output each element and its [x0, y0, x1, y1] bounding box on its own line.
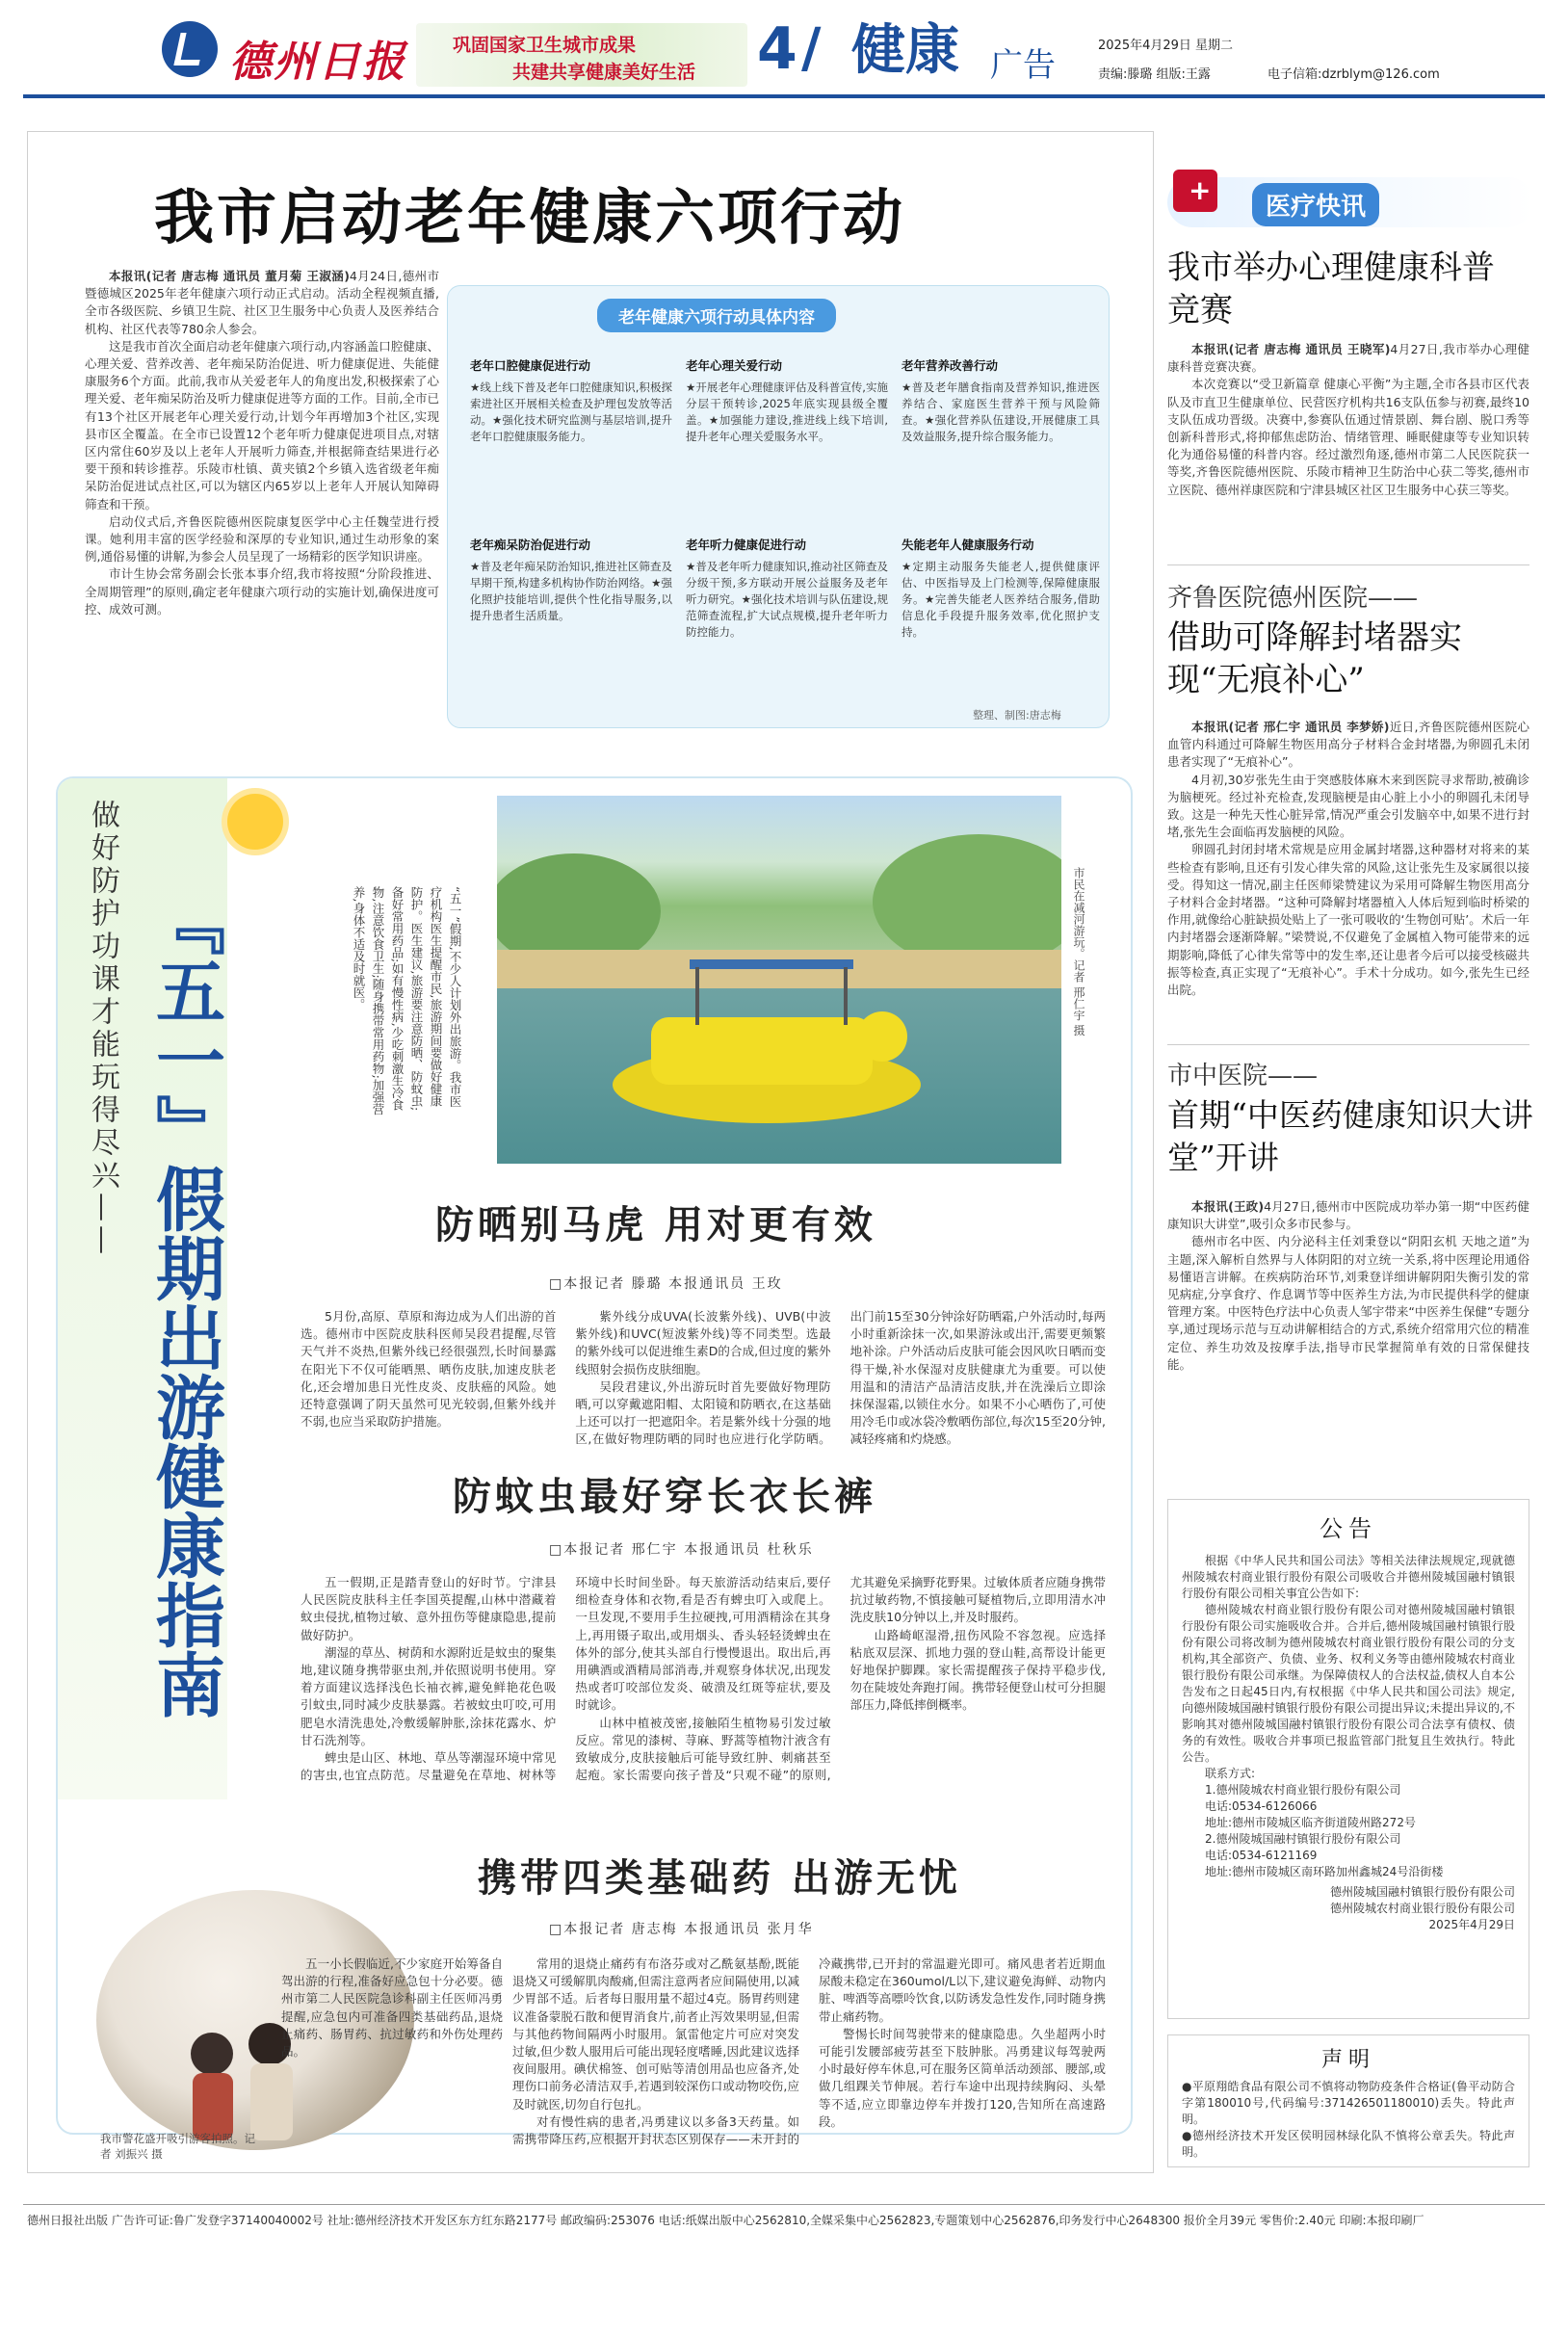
- medkit-cross-icon: +: [1189, 174, 1212, 206]
- infobox-item-text: ★普及老年听力健康知识,推动社区筛查及分级干预,多方联动开展公益服务及老年听力研究。★强化技术培训与队伍建设,规范筛查流程,扩大试点规模,提升老年听力防控能力。: [686, 560, 888, 639]
- lead-title: 我市启动老年健康六项行动: [154, 182, 906, 252]
- section-name: 健康: [851, 19, 959, 82]
- article2-body: [301, 1574, 1106, 1815]
- notice-date: 2025年4月29日: [1428, 1918, 1515, 1931]
- holiday-title-wuyi: 五一: [144, 956, 226, 1094]
- medical-item2-paragraph-3: 卵圆孔封闭封堵术常规是应用金属封堵器,这种器材对将来的某些检查有影响,且还有引发心律失常的风险,这让张先生及家属很以接受。得知这一情况,副主任医师梁赞建议为采用可降解生物医用高分子材料合金封堵器。“这种可降解封堵器植入人体后短到临时桥梁的作用,就像给心脏缺损处贴上了一张可吸收的‘生物创可贴’。术后一年内封堵器会逐渐降解。”梁赞说,不仅避免了金属植入物可能带来的远期影响,降低了心律失常等中的发生率,还让患者今后可以接受核磁共振等检查,真正实现了“无痕补心”。手术十分成功。如今,张先生已经出院。: [1167, 842, 1529, 998]
- infobox-item-title: 老年营养改善行动: [902, 358, 999, 373]
- holiday-title-quote-close: 』: [144, 1094, 226, 1164]
- infobox-item-title: 老年心理关爱行动: [686, 358, 783, 373]
- photo-boat: [497, 796, 1061, 1164]
- holiday-side-title: 做好防护功课才能玩得尽兴——: [86, 800, 119, 1258]
- declaration-box: [1167, 2034, 1529, 2167]
- medical-item3-title: 首期“中医药健康知识大讲堂”开讲: [1167, 1096, 1533, 1176]
- infobox-item-3: [902, 356, 1100, 445]
- medical-item1-title: 我市举办心理健康科普竞赛: [1167, 249, 1495, 329]
- notice-paragraph-2: 德州陵城农村商业银行股份有限公司对德州陵城国融村镇银行股份有限公司实施吸收合并。合并后,德州陵城国融村镇银行股份有限公司将改制为德州陵城农村商业银行股份有限公司的分支机构,其全部资产、负债、业务、权利义务等由德州陵城农村商业银行股份有限公司承继。为保障债权人的合法权益,债权人自本公告发布之日起45日内,有权根据《中华人民共和国公司法》规定,向德州陵城国融村镇银行股份有限公司提出异议;未提出异议的,不影响其对德州陵城国融村镇银行股份有限公司合法享有债权、债务的有效性。吸收合并事项已报监管部门批复且生效执行。特此公告。: [1182, 1603, 1515, 1764]
- article1-title: 防晒别马虎 用对更有效: [435, 1202, 876, 1247]
- article1-paragraph-3: 吴段君建议,外出游玩时首先要做好物理防晒,可以穿戴遮阳帽、太阳镜和防晒衣,在这基础上还可以打一把遮阳伞。若是紫外线十分强的地区,在做好物理防晒的同时也应进行化学防晒。出门前15至30分钟涂好防晒霜,户外活动时,每两小时重新涂抹一次,如果游泳或出汗,需要更频繁地补涂。户外活动后皮肤可能会因风吹日晒而变得干燥,补水保湿对皮肤健康尤为重要。可以使用温和的清洁产品清洁皮肤,并在洗澡后立即涂抹保湿霜,以锁住水分。如果不小心晒伤了,可使用冷毛巾或冰袋冷敷晒伤部位,每次15至20分钟,减轻疼痛和灼烧感。: [575, 1309, 1106, 1447]
- notice-paragraph-1: 根据《中华人民共和国公司法》等相关法律法规规定,现就德州陵城农村商业银行股份有限公司吸收合并德州陵城国融村镇银行股份有限公司相关事宜公告如下:: [1182, 1554, 1515, 1600]
- holiday-title-rest: 假期出游健康指南: [144, 1164, 226, 1719]
- declaration-title: 声明: [1320, 2048, 1375, 2072]
- banner-line2: 共建共享健康美好生活: [512, 62, 696, 83]
- notice-contact-label: 联系方式:: [1205, 1767, 1256, 1780]
- footer-text: 德州日报社出版 广告许可证:鲁广发登字37140040002号 社址:德州经济技术开发区东方红东路2177号 邮政编码:253076 电话:纸媒出版中心2562810,全媒采集中心2562823,专题策划中心2562876,印务发行中心2648300 报价全月39元 零售价:2.40元 印刷:本报印刷厂: [27, 2214, 1424, 2227]
- notice-title: 公告: [1320, 1515, 1377, 1542]
- notice-contact-2: 电话:0534-6126066: [1205, 1799, 1318, 1813]
- medical-column-label: 医疗快讯: [1252, 183, 1379, 226]
- masthead-title: 德州日报: [229, 38, 406, 87]
- declaration-item-2: ●德州经济技术开发区侯明园林绿化队不慎将公章丢失。特此声明。: [1182, 2129, 1515, 2159]
- medical-item2-title: 借助可降解封堵器实现“无痕补心”: [1167, 618, 1462, 699]
- infobox-item-4: [470, 536, 672, 624]
- infobox-title: 老年健康六项行动具体内容: [597, 299, 836, 332]
- medical-item3-byline: 本报讯(王政): [1191, 1199, 1265, 1214]
- notice-contact-4: 2.德州陵城国融村镇银行股份有限公司: [1205, 1832, 1401, 1846]
- article2-byline: □本报记者 邢仁宇 本报通讯员 杜秋乐: [549, 1542, 814, 1558]
- notice-contact-3: 地址:德州市陵城区临齐街道陵州路272号: [1205, 1816, 1416, 1829]
- photo-boat-caption: 市民在减河游玩。记者 邢仁宇 摄: [1072, 867, 1085, 1037]
- header: [0, 0, 1568, 106]
- infobox-item-text: ★定期主动服务失能老人,提供健康评估、中医指导及上门检测等,保障健康服务。★完善失能老人医养结合服务,借助信息化手段提升服务效率,优化照护支持。: [902, 560, 1100, 639]
- footer-rule: [23, 2204, 1545, 2205]
- infobox-item-title: 失能老年人健康服务行动: [902, 538, 1034, 552]
- medical-item3-paragraph-1: 4月27日,德州市中医院成功举办第一期“中医药健康知识大讲堂”,吸引众多市民参与。: [1167, 1199, 1529, 1232]
- header-date: 2025年4月29日 星期二: [1098, 39, 1234, 53]
- article2-paragraph-3: 蜱虫是山区、林地、草丛等潮湿环境中常见的害虫,也宜点防范。尽量避免在草地、树林等环境中长时间坐卧。每天旅游活动结束后,要仔细检查身体和衣物,看是否有蜱虫叮入或爬上。一旦发现,不要用手生拉硬拽,可用酒精涂在其身上,再用镊子取出,或用烟头、香头轻轻烫蜱虫在体外的部分,使其头部自行慢慢退出。取出后,再用碘酒或酒精局部消毒,并观察身体状况,出现发热或者叮咬部位发炎、破溃及红斑等症状,要及时就诊。: [301, 1575, 831, 1783]
- article2-paragraph-5: 山路崎岖湿滑,扭伤风险不容忽视。应选择粘底双层深、抓地力强的登山鞋,高帮设计能更好地保护脚踝。家长需提醒孩子保持平稳步伐,勿在陡坡处奔跑打闹。携带轻便登山杖可分担腿部压力,降低摔倒概率。: [849, 1627, 1106, 1713]
- article3-paragraph-1: 五一小长假临近,不少家庭开始筹备自驾出游的行程,准备好应急包十分必要。德州市第二人民医院急诊科副主任医师冯勇提醒,应急包内可准备四类基础药品,退烧止痛药、肠胃药、抗过敏药和外伤处理药品。: [281, 1956, 503, 2060]
- header-email: 电子信箱:dzrblym@126.com: [1267, 67, 1440, 82]
- article3-byline: □本报记者 唐志梅 本报通讯员 张月华: [549, 1922, 814, 1937]
- article1-paragraph-2: 紫外线分成UVA(长波紫外线)、UVB(中波紫外线)和UVC(短波紫外线)等不同类型。选最的紫外线可以促进维生素D的合成,但过度的紫外线照射会损伤皮肤细胞。: [575, 1309, 831, 1377]
- infobox-item-text: ★开展老年心理健康评估及科普宣传,实施分层干预转诊,2025年底实现县级全覆盖。★加强能力建设,推进线上线下培训,提升老年心理关爱服务水平。: [686, 381, 888, 443]
- medical-item1-paragraph-2: 本次竞赛以“受卫新篇章 健康心平衡”为主题,全市各县市区代表队及市直卫生健康单位、民营医疗机构共16支队伍参与初赛,最终10支队伍成功晋级。决赛中,参赛队伍通过情景剧、舞台剧、脱口秀等创新科普形式,将抑郁焦虑防治、情绪管理、睡眠健康等专业知识转化为通俗易懂的科普内容。经过激烈角逐,德州市第二人民医院获一等奖,齐鲁医院德州医院、乐陵市精神卫生防治中心获二等奖,德州市立医院、德州祥康医院和宁津县城区社区卫生服务中心获三等奖。: [1167, 377, 1529, 497]
- infobox-item-1: [470, 356, 672, 445]
- article3-paragraph-4: 警惕长时间驾驶带来的健康隐患。久坐超两小时可能引发腰部疲劳甚至下肢肿胀。冯勇建议每驾驶两小时最好停车休息,可在服务区简单活动颈部、腰部,或做几组踝关节伸展。若行车途中出现持续胸闷、头晕等不适,应立即靠边停车并拨打120,告知所在高速路段。: [819, 2026, 1106, 2129]
- holiday-title-quote-open: 『: [144, 886, 226, 956]
- medical-item1-byline: 本报讯(记者 唐志梅 通讯员 王晓军): [1191, 342, 1391, 356]
- article3-paragraph-3: 对有慢性病的患者,冯勇建议以多备3天药量。如需携带降压药,应根据开封状态区别保存——未开封的冷藏携带,已开封的常温避光即可。痛风患者若近期血尿酸未稳定在360umol/L以下,建议避免海鲜、动物内脏、啤酒等高嘌呤饮食,以防诱发急性发作,同时随身携带止痛药物。: [512, 1956, 1106, 2147]
- lead-body: [85, 268, 439, 618]
- notice-body: [1182, 1553, 1515, 1933]
- medical-item2-body: [1167, 719, 1529, 999]
- medical-item1-paragraph-1: 4月27日,我市举办心理健康科普竞赛决赛。: [1167, 342, 1529, 375]
- article3-body: [512, 1955, 1106, 2169]
- article2-paragraph-2: 潮湿的草丛、树荫和水源附近是蚊虫的聚集地,建议随身携带驱虫剂,并依照说明书使用。穿着方面建议选择浅色长袖衣裤,避免鲜艳花色吸引蚊虫,同时减少皮肤暴露。若被蚊虫叮咬,可用肥皂水清洗患处,冷敷缓解肿胀,涂抹花露水、炉甘石洗剂等。: [301, 1644, 557, 1747]
- infobox-item-text: ★普及老年痴呆防治知识,推进社区筛查及早期干预,构建多机构协作防治网络。★强化照护技能培训,提供个性化指导服务,以提升患者生活质量。: [470, 560, 672, 622]
- medical-item2-paragraph-2: 4月初,30岁张先生由于突感肢体麻木来到医院寻求帮助,被确诊为脑梗死。经过补充检查,发现脑梗是由心脏上小小的卵圆孔未闭导致。这是一种先天性心脏异常,情况严重会引发脑卒中,如果不进行封堵,张先生会面临再发脑梗的风险。: [1167, 772, 1529, 840]
- declaration-item-1: ●平原翔皓食品有限公司不慎将动物防疫条件合格证(鲁平动防合字第180010号,代码编号:371426501180010)丢失。特此声明。: [1182, 2080, 1515, 2126]
- medical-item3-body: [1167, 1198, 1529, 1374]
- holiday-big-title: [144, 886, 225, 1792]
- article1-paragraph-1: 5月份,高原、草原和海边成为人们出游的首选。德州市中医院皮肤科医师吴段君提醒,尽管天气并不炎热,但紫外线已经很强烈,长时间暴露在阳光下不仅可能晒黑、晒伤皮肤,加速皮肤老化,还会增加患日光性皮炎、皮肤癌的风险。她还特意强调了阴天虽然可见光较弱,但紫外线并不弱,也应当采取防护措施。: [301, 1309, 557, 1430]
- infobox-item-5: [686, 536, 888, 641]
- infobox-item-2: [686, 356, 888, 445]
- banner-line1: 巩固国家卫生城市成果: [453, 35, 637, 56]
- article1-byline: □本报记者 滕璐 本报通讯员 王玫: [549, 1276, 783, 1292]
- infobox-item-text: ★线上线下普及老年口腔健康知识,积极探索进社区开展相关检查及护理包发放等活动。★强化技术研究监测与基层培训,提升老年口腔健康服务能力。: [470, 381, 672, 443]
- lead-paragraph-2: 这是我市首次全面启动老年健康六项行动,内容涵盖口腔健康、心理关爱、营养改善、老年痴呆防治促进、听力健康促进、失能健康服务6个方面。此前,我市从关爱老年人的角度出发,积极探索了心理关爱、老年痴呆防治及听力健康促进等方面的工作。目前,全市已有13个社区开展老年心理关爱行动,计划今年再增加3个社区,实现县市区全覆盖。在全市已设置12个老年听力健康促进项目点,对辖区内常住60岁及以上老年人开展听力筛查,并根据筛查结果进行必要干预和转诊推荐。乐陵市杜镇、黄夹镇2个乡镇入选省级老年痴呆防治促进试点社区,可以为辖区内65岁以上老年人开展认知障碍筛查和干预。: [85, 338, 439, 512]
- divider: [1167, 1044, 1529, 1045]
- infobox-item-title: 老年口腔健康促进行动: [470, 358, 591, 373]
- medical-item3-paragraph-2: 德州市名中医、内分泌科主任刘秉登以“阴阳玄机 天地之道”为主题,深入解析自然界与人体阴阳的对立统一关系,将中医理论用通俗易懂语言讲解。在疾病防治环节,刘秉登详细讲解阴阳失衡引发的常见病症,分享食疗、作息调节等中医养生方法,为市民提供科学的健康管理方案。中医特色疗法中心负责人邹宇带来“中医养生保健”专题分享,通过现场示范与互动讲解相结合的方式,系统介绍常用穴位的精准定位、养生功效及按摩手法,指导市民掌握简单有效的日常保健技能。: [1167, 1234, 1529, 1372]
- page-number: 4: [757, 15, 797, 83]
- medical-item2-kicker: 齐鲁医院德州医院——: [1167, 584, 1419, 613]
- infobox-item-title: 老年听力健康促进行动: [686, 538, 807, 552]
- header-editor: 责编:滕璐 组版:王露: [1098, 67, 1211, 82]
- lead-byline: 本报讯(记者 唐志梅 通讯员 董月菊 王淑涵): [109, 269, 350, 283]
- notice-box: [1167, 1499, 1529, 2019]
- page-slash: /: [801, 17, 822, 80]
- lead-paragraph-1: 4月24日,德州市暨德城区2025年老年健康六项行动正式启动。活动全程视频直播,全市各级医院、乡镇卫生院、社区卫生服务中心负责人及医养结合机构、社区代表等780余人参会。: [85, 269, 439, 336]
- infobox: [447, 285, 1110, 728]
- medical-item3-kicker: 市中医院——: [1167, 1062, 1319, 1090]
- infobox-item-text: ★普及老年膳食指南及营养知识,推进医养结合、家庭医生营养干预与风险筛查。★强化营养队伍建设,开展健康工具及效益服务,提升综合服务能力。: [902, 381, 1100, 443]
- notice-signature-2: 德州陵城农村商业银行股份有限公司: [1329, 1902, 1515, 1915]
- article2-title: 防蚊虫最好穿长衣长裤: [453, 1474, 876, 1519]
- notice-contact-5: 电话:0534-6121169: [1205, 1849, 1318, 1862]
- notice-contact-1: 1.德州陵城农村商业银行股份有限公司: [1205, 1783, 1401, 1797]
- notice-signature-1: 德州陵城国融村镇银行股份有限公司: [1329, 1885, 1515, 1899]
- notice-contact-6: 地址:德州市陵城区南环路加州鑫城24号沿街楼: [1205, 1865, 1444, 1878]
- article2-paragraph-1: 五一假期,正是踏青登山的好时节。宁津县人民医院皮肤科主任李国英提醒,山林中潜藏着蚊虫侵扰,植物过敏、意外扭伤等健康隐患,提前做好防护。: [301, 1575, 557, 1642]
- article3-body-col1: [281, 1955, 503, 2169]
- divider: [1167, 564, 1529, 565]
- lead-paragraph-4: 市计生协会常务副会长张本事介绍,我市将按照“分阶段推进、全周期管理”的原则,确定老年健康六项行动的实施计划,确保进度可控、成效可测。: [85, 566, 439, 617]
- holiday-intro: “五一”假期,不少人计划外出旅游。我市医疗机构医生提醒市民,旅游期间要做好健康防护。医生建议,旅游要注意防晒、防蚊虫;备好常用药品;如有慢性病,少吃刺激生冷食物,注意饮食卫生;随身携带常用药物;加强营养,身体不适及时就医。: [352, 886, 462, 1116]
- article3-title: 携带四类基础药 出游无忧: [478, 1855, 961, 1901]
- infobox-item-title: 老年痴呆防治促进行动: [470, 538, 591, 552]
- medical-item1-body: [1167, 341, 1529, 499]
- section-tag: 广告: [990, 46, 1056, 85]
- lead-paragraph-3: 启动仪式后,齐鲁医院德州医院康复医学中心主任魏莹进行授课。她利用丰富的医学经验和深厚的专业知识,通过生动形象的案例,通俗易懂的讲解,为参会人员呈现了一场精彩的医学知识讲座。: [85, 513, 439, 564]
- photo-boat-art: [497, 796, 1061, 1164]
- medical-item2-byline: 本报讯(记者 邢仁宇 通讯员 李梦娇): [1191, 720, 1390, 734]
- infobox-item-6: [902, 536, 1100, 641]
- article2-paragraph-4: 山林中植被茂密,接触陌生植物易引发过敏反应。常见的漆树、荨麻、野蒿等植物汁液含有致敏成分,皮肤接触后可能导致红肿、刺痛甚至起疱。家长需要向孩子普及“只观不碰”的原则,尤其避免采摘野花野果。过敏体质者应随身携带抗过敏药物,不慎接触可疑植物后,立即用清水冲洗皮肤10分钟以上,并及时服药。: [575, 1575, 1106, 1783]
- header-rule: [23, 94, 1545, 98]
- infobox-credit: 整理、制图:唐志梅: [973, 709, 1061, 722]
- photo-flowers-caption: 我市警花盛开吸引游客拍照。记者 刘振兴 摄: [100, 2132, 255, 2161]
- medical-item2-paragraph-1: 近日,齐鲁医院德州医院心血管内科通过可降解生物医用高分子材料合金封堵器,为卵圆孔未闭患者实现了“无痕补心”。: [1167, 720, 1530, 770]
- sun-icon: [227, 794, 283, 850]
- article3-paragraph-2: 常用的退烧止痛药有布洛芬或对乙酰氨基酚,既能退烧又可缓解肌肉酸痛,但需注意两者应间隔使用,以减少胃部不适。后者每日服用量不超过4克。肠胃药则建议准备蒙脱石散和便胃消食片,前者止泻效果明显,但需与其他药物间隔两小时服用。氯雷他定片可应对突发过敏,但少数人服用后可能出现轻度嗜睡,因此建议选择夜间服用。碘伏棉签、创可贴等清创用品也应备齐,处理伤口前务必清洁双手,若遇到较深伤口或动物咬伤,应及时就医,切勿自行包扎。: [512, 1956, 799, 2112]
